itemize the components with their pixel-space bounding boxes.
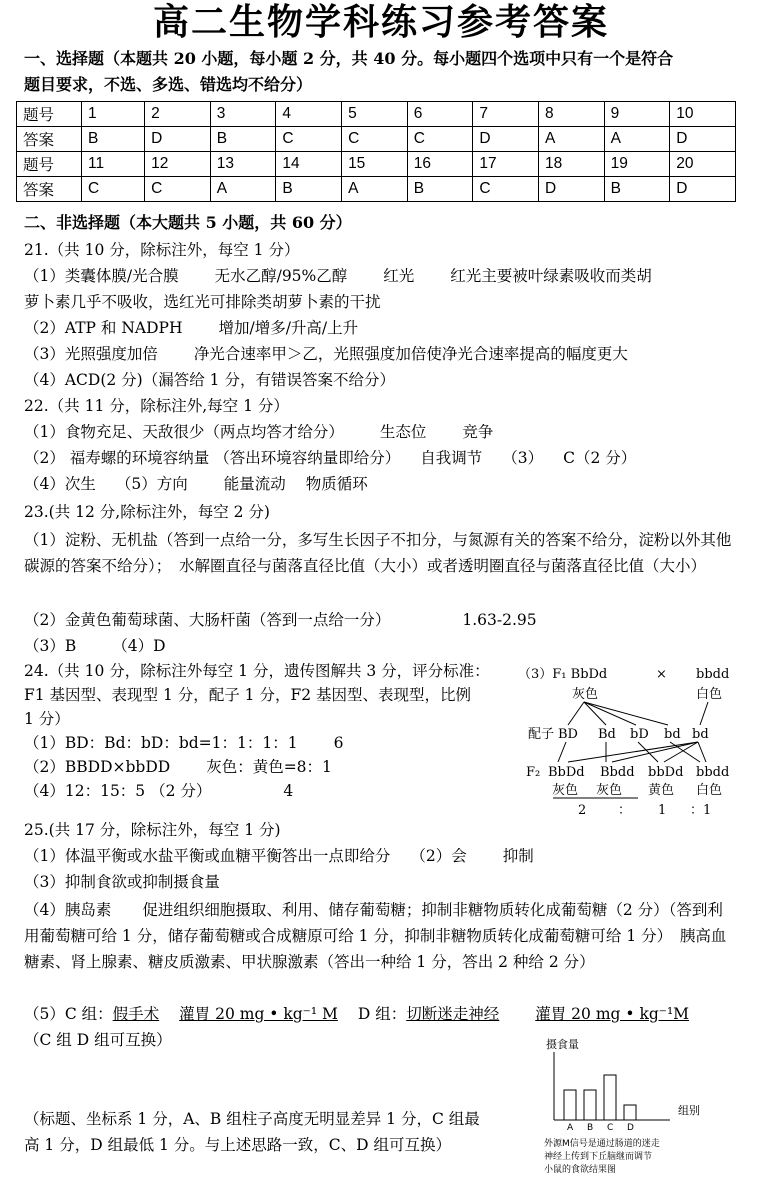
q22-p2a: （2） 福寿螺的环境容纳量 （答出环境容纳量即给分） <box>24 449 401 467</box>
q22-p4d: 物质循环 <box>305 475 368 493</box>
q21-p1c: 红光 <box>383 267 415 285</box>
q-number: 1 <box>82 102 145 127</box>
q24-line2 <box>24 756 332 778</box>
q23-p3b: （4）D <box>112 637 166 655</box>
chart-bar-C <box>604 1075 616 1120</box>
q-number: 15 <box>342 152 408 177</box>
diag-f2-genotype: bbDd <box>648 765 684 780</box>
table-row <box>17 127 736 152</box>
q25-p5f: 灌胃 20 mg • kg⁻¹M <box>535 1005 690 1023</box>
diag-f2-label: F₂ <box>526 765 541 780</box>
q-number: 17 <box>473 152 539 177</box>
q24-p2a: （2）BBDD×bbDD <box>24 758 171 776</box>
q22-p2b: 自我调节 <box>420 449 483 467</box>
q25-p1c: 抑制 <box>502 847 534 865</box>
q-number: 14 <box>276 152 342 177</box>
q25-p5c: 灌胃 20 mg • kg⁻¹ M <box>179 1005 338 1023</box>
q25-p4: （4）胰岛素 促进组织细胞摄取、利用、储存葡萄糖；抑制非糖物质转化成葡萄糖（2 分）（答到利用葡萄糖可给 1 分，储存葡萄糖或合成糖原可给 1 分，抑制非糖物质转化成葡萄糖可给 1 分） 胰高血糖素、肾上腺素、糖皮质激素、甲状腺激素（答出一种给 1 分，答出 2 种给 2 分） <box>24 901 727 971</box>
q-number: 2 <box>145 102 211 127</box>
diag-gamete: BD <box>558 727 578 742</box>
diag-f2-phenotype: 黄色 <box>648 783 675 798</box>
q25-p5b: 假手术 <box>112 1005 160 1023</box>
diag-f2-genotype: bbdd <box>696 765 730 780</box>
chart-tick-label: B <box>587 1123 594 1133</box>
q25-p5e: 切断迷走神经 <box>406 1005 500 1023</box>
q22-p2c: （3） <box>502 449 544 467</box>
q21-p4: （4）ACD(2 分)（漏答给 1 分，有错误答案不给分） <box>24 371 395 389</box>
diag-gamete: bd <box>692 727 709 742</box>
q22-p1b: 生态位 <box>379 423 427 441</box>
q21-line3 <box>24 343 628 365</box>
q23-p3a: （3）B <box>24 637 77 655</box>
chart-title-line: 外源M信号是通过肠道的迷走 <box>544 1139 660 1149</box>
q22-line2 <box>24 447 636 469</box>
q23-p2a: （2）金黄色葡萄球菌、大肠杆菌（答到一点给一分） <box>24 611 391 629</box>
q21-p1e: 萝卜素几乎不吸收，选红光可排除类胡萝卜素的干扰 <box>24 293 381 311</box>
answer-cell: D <box>145 127 211 152</box>
q24-head2: F1 基因型、表现型 1 分，配子 1 分，F2 基因型、表现型，比例 <box>24 686 472 704</box>
chart-bar-D <box>624 1105 636 1120</box>
q-number: 18 <box>538 152 604 177</box>
diag-f2-genotype: Bbdd <box>600 765 635 780</box>
diag-pheno2: 白色 <box>696 687 723 702</box>
q25-p5-note: （C 组 D 组可互换） <box>24 1031 172 1049</box>
answer-cell: D <box>670 127 736 152</box>
q22-line1 <box>24 421 493 443</box>
q-number: 7 <box>473 102 539 127</box>
answer-cell: A <box>538 127 604 152</box>
diag-parent2: bbdd <box>696 667 730 682</box>
q-number: 9 <box>604 102 670 127</box>
q22-head: 22.（共 11 分，除标注外,每空 1 分） <box>24 397 289 415</box>
q25-p3: （3）抑制食欲或抑制摄食量 <box>24 873 220 891</box>
q-label: 题号 <box>17 102 82 127</box>
a-label: 答案 <box>17 127 82 152</box>
q22-p2d: C（2 分） <box>563 449 637 467</box>
answer-cell: C <box>276 127 342 152</box>
q23-head: 23.(共 12 分,除标注外，每空 2 分) <box>24 503 270 521</box>
q-number: 13 <box>210 152 276 177</box>
table-row <box>17 177 736 202</box>
table-row <box>17 102 736 127</box>
chart-tick-label: D <box>627 1123 634 1133</box>
q22-p1a: （1）食物充足、天敌很少（两点均答才给分） <box>24 423 344 441</box>
chart-tick-label: C <box>607 1123 614 1133</box>
answer-cell: B <box>604 177 670 202</box>
answer-cell: A <box>604 127 670 152</box>
q-label: 题号 <box>17 152 82 177</box>
q22-p4c: 能量流动 <box>223 475 286 493</box>
q-number: 4 <box>276 102 342 127</box>
food-intake-chart <box>540 1036 740 1186</box>
q24-line1 <box>24 732 344 754</box>
q25-scoring2: 高 1 分，D 组最低 1 分。与上述思路一致，C、D 组可互换） <box>24 1136 452 1154</box>
diag-f2-phenotype: 灰色 <box>552 783 579 798</box>
q25-line5 <box>24 1003 689 1025</box>
section1-heading-line2: 题目要求，不选、多选、错选均不给分） <box>24 75 313 94</box>
q23-p2b: 1.63-2.95 <box>462 611 537 629</box>
chart-ylabel: 摄食量 <box>546 1038 579 1051</box>
q21-p1a: （1）类囊体膜/光合膜 <box>24 267 179 285</box>
diag-gamete: Bd <box>598 727 616 742</box>
diag-f2-phenotype: 白色 <box>696 783 723 798</box>
q25-line1 <box>24 845 534 867</box>
q24-line4 <box>24 780 293 802</box>
q23-line2 <box>24 609 537 631</box>
diag-f2-phenotype: 灰色 <box>596 783 623 798</box>
diag-pheno1: 灰色 <box>572 687 599 702</box>
answer-cell: C <box>473 177 539 202</box>
answer-cell: B <box>276 177 342 202</box>
answer-table <box>16 101 736 202</box>
q22-p4b: （5）方向 <box>115 475 188 493</box>
section1-heading-line1: 一、选择题（本题共 20 小题，每小题 2 分，共 40 分。每小题四个选项中只有一个是符合 <box>24 49 674 68</box>
diag-f1-label: （3）F₁ BbDd <box>518 667 608 682</box>
chart-bar-A <box>564 1090 576 1120</box>
q-number: 10 <box>670 102 736 127</box>
q24-head3: 1 分） <box>24 710 70 728</box>
q24-p2b: 灰色：黄色=8：1 <box>206 758 332 776</box>
section2-heading: 二、非选择题（本大题共 5 小题，共 60 分） <box>24 213 352 232</box>
answer-cell: A <box>210 177 276 202</box>
q-number: 16 <box>407 152 473 177</box>
q-number: 6 <box>407 102 473 127</box>
answer-cell: D <box>538 177 604 202</box>
q24-p4a: （4）12：15：5 （2 分） <box>24 782 212 800</box>
diag-f2-genotype: BbDd <box>548 765 585 780</box>
q21-p3b: 净光合速率甲＞乙，光照强度加倍使净光合速率提高的幅度更大 <box>193 345 628 363</box>
table-row <box>17 152 736 177</box>
genetic-cross-diagram <box>518 662 738 822</box>
answer-cell: D <box>670 177 736 202</box>
q-number: 11 <box>82 152 145 177</box>
diag-cross: × <box>656 667 667 682</box>
chart-tick-label: A <box>567 1123 574 1133</box>
a-label: 答案 <box>17 177 82 202</box>
q23-line3 <box>24 635 166 657</box>
answer-cell: C <box>407 127 473 152</box>
q-number: 19 <box>604 152 670 177</box>
chart-title-line: 小鼠的食欲结果图 <box>544 1165 617 1175</box>
q25-scoring1: （标题、坐标系 1 分，A、B 组柱子高度无明显差异 1 分，C 组最 <box>24 1110 480 1128</box>
diag-gamete: bD <box>630 727 649 742</box>
diag-gamete: bd <box>664 727 681 742</box>
q-number: 12 <box>145 152 211 177</box>
answer-cell: B <box>82 127 145 152</box>
q-number: 20 <box>670 152 736 177</box>
q21-p1d: 红光主要被叶绿素吸收而类胡 <box>450 267 652 285</box>
q21-line1 <box>24 265 652 287</box>
q21-head: 21.（共 10 分，除标注外，每空 1 分） <box>24 241 300 259</box>
answer-cell: D <box>473 127 539 152</box>
q21-p1b: 无水乙醇/95%乙醇 <box>214 267 348 285</box>
q23-p1: （1）淀粉、无机盐（答到一点给一分，多写生长因子不扣分，与氮源有关的答案不给分，淀粉以外其他碳源的答案不给分）； 水解圈直径与菌落直径比值（大小）或者透明圈直径与菌落直径比值（大小） <box>24 531 732 575</box>
answer-cell: A <box>342 177 408 202</box>
q-number: 5 <box>342 102 408 127</box>
q22-p4a: （4）次生 <box>24 475 96 493</box>
diag-ratio: 2 <box>578 803 587 818</box>
q24-p1a: （1）BD：Bd：bD：bd=1：1：1：1 <box>24 734 298 752</box>
answer-cell: C <box>145 177 211 202</box>
q25-p5d: D 组： <box>357 1005 407 1023</box>
diag-ratio: 1 <box>658 803 667 818</box>
q22-p1c: 竞争 <box>462 423 494 441</box>
answer-cell: C <box>342 127 408 152</box>
q25-head: 25.(共 17 分，除标注外，每空 1 分) <box>24 821 281 839</box>
q22-line4 <box>24 473 368 495</box>
page-title: 高二生物学科练习参考答案 <box>152 1 609 43</box>
chart-bar-B <box>584 1090 596 1120</box>
q21-p2b: 增加/增多/升高/上升 <box>218 319 359 337</box>
chart-title-line: 神经上传到下丘脑继而调节 <box>544 1152 653 1162</box>
diag-gamete-label: 配子 <box>528 727 555 742</box>
q24-head1: 24.（共 10 分，除标注外每空 1 分，遗传图解共 3 分，评分标准： <box>24 662 490 680</box>
q21-line2 <box>24 317 358 339</box>
answer-cell: B <box>210 127 276 152</box>
q-number: 3 <box>210 102 276 127</box>
diag-ratio: ：1 <box>690 803 712 818</box>
diag-ratio: ： <box>618 803 632 818</box>
q24-p1b: 6 <box>333 734 344 752</box>
q21-p3a: （3）光照强度加倍 <box>24 345 158 363</box>
chart-xlabel: 组别 <box>678 1104 700 1117</box>
answer-cell: C <box>82 177 145 202</box>
q25-p5a: （5）C 组： <box>24 1005 113 1023</box>
q25-p1b: （2）会 <box>410 847 467 865</box>
q24-p4b: 4 <box>283 782 294 800</box>
q21-p2a: （2）ATP 和 NADPH <box>24 319 183 337</box>
answer-cell: B <box>407 177 473 202</box>
q25-p1a: （1）体温平衡或水盐平衡或血糖平衡答出一点即给分 <box>24 847 391 865</box>
q-number: 8 <box>538 102 604 127</box>
